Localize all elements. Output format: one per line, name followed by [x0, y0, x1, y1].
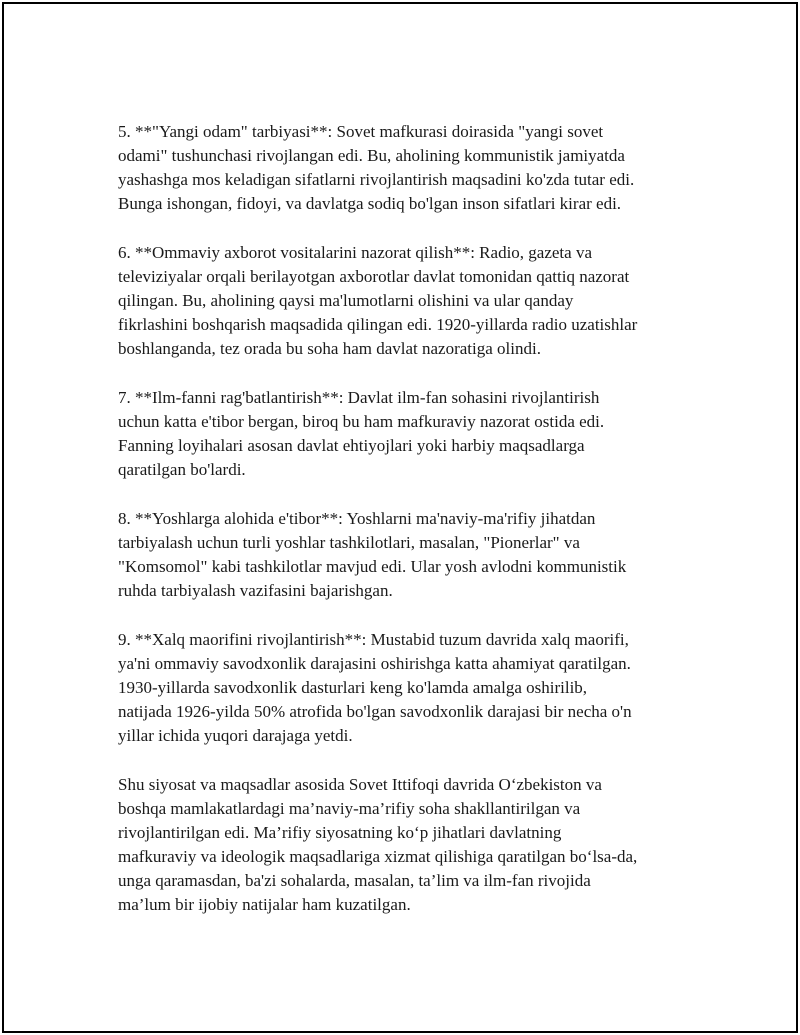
text-line: "Komsomol" kabi tashkilotlar mavjud edi. Ular yosh avlodni kommunistik [118, 557, 627, 576]
text-line: boshlanganda, tez orada bu soha ham davlat nazoratiga olindi. [118, 339, 541, 358]
text-line: 7. **Ilm-fanni rag'batlantirish**: Davlat ilm-fan sohasini rivojlantirish [118, 388, 600, 407]
text-line: yillar ichida yuqori darajaga yetdi. [118, 726, 353, 745]
text-line: ma’lum bir ijobiy natijalar ham kuzatilgan. [118, 895, 411, 914]
text-line: unga qaramasdan, ba'zi sohalarda, masalan, ta’lim va ilm-fan rivojida [118, 871, 591, 890]
document-body [118, 120, 718, 942]
paragraph-conclusion [118, 773, 718, 917]
text-line: qaratilgan bo'lardi. [118, 460, 246, 479]
text-line: 9. **Xalq maorifini rivojlantirish**: Mustabid tuzum davrida xalq maorifi, [118, 630, 629, 649]
paragraph-xalq-maorifi [118, 628, 718, 748]
text-line: boshqa mamlakatlardagi ma’naviy-ma’rifiy soha shakllantirilgan va [118, 799, 581, 818]
text-line: Fanning loyihalari asosan davlat ehtiyojlari yoki harbiy maqsadlarga [118, 436, 585, 455]
text-line: qilingan. Bu, aholining qaysi ma'lumotlarni olishini va ular qanday [118, 291, 574, 310]
text-line: 5. **"Yangi odam" tarbiyasi**: Sovet mafkurasi doirasida "yangi sovet [118, 122, 604, 141]
text-line: odami" tushunchasi rivojlangan edi. Bu, aholining kommunistik jamiyatda [118, 146, 625, 165]
paragraph-yangi-odam [118, 120, 718, 216]
text-line: rivojlantirilgan edi. Ma’rifiy siyosatning ko‘p jihatlari davlatning [118, 823, 562, 842]
text-line: Shu siyosat va maqsadlar asosida Sovet Ittifoqi davrida O‘zbekiston va [118, 775, 602, 794]
text-line: Bunga ishongan, fidoyi, va davlatga sodiq bo'lgan inson sifatlari kirar edi. [118, 194, 622, 213]
paragraph-ilm-fan [118, 386, 718, 482]
text-line: 6. **Ommaviy axborot vositalarini nazorat qilish**: Radio, gazeta va [118, 243, 592, 262]
paragraph-yoshlar [118, 507, 718, 603]
paragraph-ommaviy-axborot [118, 241, 718, 361]
text-line: ya'ni ommaviy savodxonlik darajasini oshirishga katta ahamiyat qaratilgan. [118, 654, 631, 673]
text-line: 1930-yillarda savodxonlik dasturlari keng ko'lamda amalga oshirilib, [118, 678, 588, 697]
text-line: natijada 1926-yilda 50% atrofida bo'lgan savodxonlik darajasi bir necha o'n [118, 702, 632, 721]
text-line: televiziyalar orqali berilayotgan axborotlar davlat tomonidan qattiq nazorat [118, 267, 630, 286]
text-line: mafkuraviy va ideologik maqsadlariga xizmat qilishiga qaratilgan bo‘lsa-da, [118, 847, 638, 866]
text-line: 8. **Yoshlarga alohida e'tibor**: Yoshlarni ma'naviy-ma'rifiy jihatdan [118, 509, 596, 528]
text-line: yashashga mos keladigan sifatlarni rivojlantirish maqsadini ko'zda tutar edi. [118, 170, 635, 189]
text-line: uchun katta e'tibor bergan, biroq bu ham mafkuraviy nazorat ostida edi. [118, 412, 605, 431]
text-line: tarbiyalash uchun turli yoshlar tashkilotlari, masalan, "Pionerlar" va [118, 533, 580, 552]
text-line: fikrlashini boshqarish maqsadida qilingan edi. 1920-yillarda radio uzatishlar [118, 315, 638, 334]
text-line: ruhda tarbiyalash vazifasini bajarishgan. [118, 581, 393, 600]
